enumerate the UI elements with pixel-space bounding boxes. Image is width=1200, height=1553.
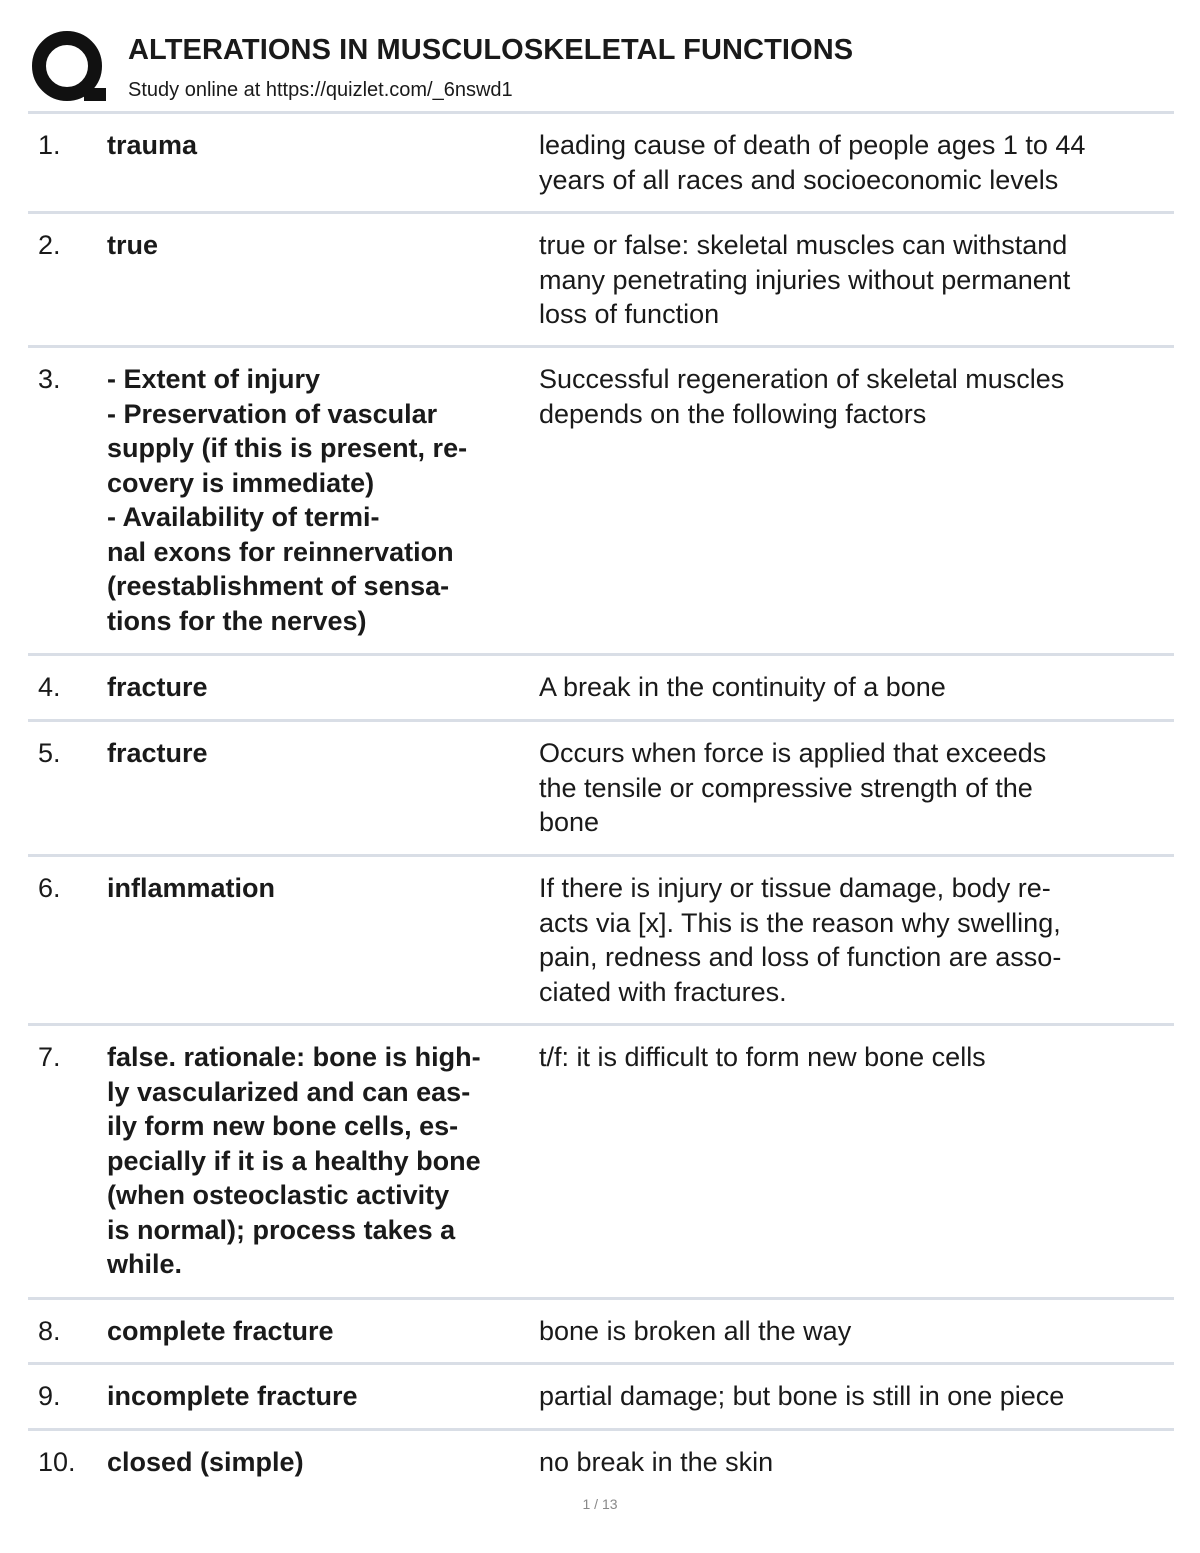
flashcard-list [28, 111, 1174, 1491]
card-definition: no break in the skin [539, 1447, 774, 1477]
flashcard-row [28, 348, 1174, 656]
flashcard-row [28, 857, 1174, 1026]
card-number: 10. [38, 1447, 76, 1477]
card-number: 3. [38, 364, 61, 394]
card-number: 1. [38, 130, 61, 160]
card-number: 4. [38, 672, 61, 702]
card-term: trauma [107, 130, 198, 160]
flashcard-row [28, 1300, 1174, 1365]
card-definition: partial damage; but bone is still in one piece [539, 1381, 1065, 1411]
card-term: fracture [107, 738, 208, 768]
quizlet-logo-icon [30, 30, 108, 106]
card-term: closed (simple) [107, 1447, 304, 1477]
card-number: 2. [38, 230, 61, 260]
flashcard-row [28, 722, 1174, 857]
flashcard-row [28, 1026, 1174, 1300]
card-number: 7. [38, 1042, 61, 1072]
card-term: false. rationale: bone is high- ly vascularized and can eas- ily form new bone cells, es- pecially if it is a healthy bone (when osteoclastic activity is normal); process takes a while. [107, 1042, 481, 1279]
page-header [28, 26, 1174, 112]
flashcard-row [28, 214, 1174, 348]
card-definition: A break in the continuity of a bone [539, 672, 946, 702]
flashcard-row [28, 1365, 1174, 1431]
page-indicator: 1 / 13 [582, 1496, 618, 1512]
card-definition: true or false: skeletal muscles can withstand many penetrating injuries without permanent loss of function [539, 230, 1071, 329]
card-number: 8. [38, 1316, 61, 1346]
card-definition: leading cause of death of people ages 1 to 44 years of all races and socioeconomic levels [539, 130, 1086, 195]
card-term: - Extent of injury - Preservation of vascular supply (if this is present, re- covery is immediate) - Availability of termi- nal exons for reinnervation (reestablishment of sensa- tions for the nerves) [107, 364, 468, 636]
card-term: incomplete fracture [107, 1381, 358, 1411]
card-definition: t/f: it is difficult to form new bone cells [539, 1042, 986, 1072]
card-number: 5. [38, 738, 61, 768]
card-term: true [107, 230, 159, 260]
card-term: inflammation [107, 873, 276, 903]
card-definition: If there is injury or tissue damage, body re- acts via [x]. This is the reason why swelling, pain, redness and loss of function are asso- ciated with fractures. [539, 873, 1062, 1007]
card-definition: Occurs when force is applied that exceeds the tensile or compressive strength of the bone [539, 738, 1047, 837]
page-title: ALTERATIONS IN MUSCULOSKELETAL FUNCTIONS [128, 34, 854, 66]
flashcard-row [28, 114, 1174, 214]
flashcard-row [28, 656, 1174, 722]
study-online-link[interactable]: Study online at https://quizlet.com/_6nswd1 [128, 79, 513, 101]
card-term: fracture [107, 672, 208, 702]
card-definition: Successful regeneration of skeletal muscles depends on the following factors [539, 364, 1065, 429]
card-number: 6. [38, 873, 61, 903]
card-number: 9. [38, 1381, 61, 1411]
card-term: complete fracture [107, 1316, 334, 1346]
flashcard-row [28, 1431, 1174, 1491]
card-definition: bone is broken all the way [539, 1316, 852, 1346]
